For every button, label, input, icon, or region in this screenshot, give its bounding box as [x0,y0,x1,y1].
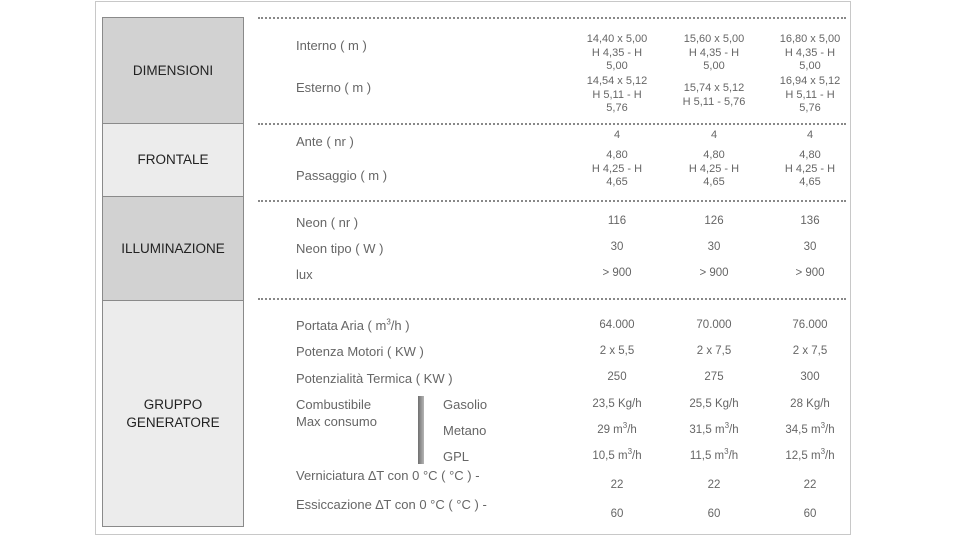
ante-value-3: 4 [806,129,814,141]
portata-value-1: 64.000 [599,319,635,331]
gasolio-value-1: 23,5 Kg/h [592,398,642,410]
metano-value-3 [760,421,860,438]
gpl-label: GPL [443,449,470,464]
passaggio-value-3: 4,80 H 4,25 - H 4,65 [784,149,836,188]
neon-tipo-value-3: 30 [803,241,817,253]
termica-value-1: 250 [607,371,627,383]
termica-value-2: 275 [704,371,724,383]
separator-gruppo [258,298,846,300]
potenza-value-1: 2 x 5,5 [599,345,635,357]
neon-value-2: 126 [704,215,724,227]
metano-value-1-unit: /h [627,424,637,436]
metano-value-3-unit: /h [825,424,835,436]
esterno-value-3: 16,94 x 5,12 H 5,11 - H 5,76 [779,75,841,114]
neon-value-1: 116 [607,215,627,227]
lux-value-1: > 900 [602,267,632,279]
verniciatura-value-3: 22 [803,479,817,491]
gpl-value-2-unit: /h [728,450,739,462]
metano-value-1 [567,421,667,438]
essiccazione-value-1: 60 [610,508,624,520]
separator-frontale [258,123,846,125]
section-illuminazione-label: ILLUMINAZIONE [121,240,225,256]
verniciatura-value-2: 22 [707,479,721,491]
gpl-value-1-unit: /h [632,450,642,462]
gpl-value-3-unit: /h [825,450,835,462]
potenza-value-2: 2 x 7,5 [696,345,732,357]
portata-value-3: 76.000 [792,319,828,331]
metano-value-2-unit: /h [729,424,739,436]
portata-label-post: /h ) [390,318,410,333]
passaggio-label: Passaggio ( m ) [296,168,388,183]
metano-value-2-sup: 3 [724,421,730,431]
essiccazione-value-2: 60 [707,508,721,520]
interno-value-3: 16,80 x 5,00 H 4,35 - H 5,00 [779,33,841,72]
section-frontale [102,123,244,197]
gpl-value-2-sup: 3 [724,447,729,457]
fuel-group-bar [418,396,424,464]
neon-tipo-label: Neon tipo ( W ) [296,241,384,256]
section-dimensioni [102,17,244,124]
neon-label: Neon ( nr ) [296,215,359,230]
termica-value-3: 300 [800,371,820,383]
gpl-value-1-sup: 3 [627,447,633,457]
passaggio-value-2: 4,80 H 4,25 - H 4,65 [688,149,740,188]
gpl-value-3-sup: 3 [820,447,826,457]
max-consumo-label: Max consumo [296,414,377,429]
gasolio-value-2: 25,5 Kg/h [689,398,739,410]
metano-label: Metano [443,423,487,438]
gpl-value-3-num: 12,5 m [785,450,821,462]
gpl-value-2 [664,447,764,464]
interno-value-2: 15,60 x 5,00 H 4,35 - H 5,00 [683,33,745,72]
section-gruppo-generatore [102,300,244,527]
potenza-motori-label: Potenza Motori ( KW ) [296,344,424,359]
potenza-value-3: 2 x 7,5 [792,345,828,357]
interno-value-1: 14,40 x 5,00 H 4,35 - H 5,00 [586,33,648,72]
lux-value-2: > 900 [699,267,729,279]
esterno-value-2: 15,74 x 5,12 H 5,11 - 5,76 [682,82,746,108]
gpl-value-2-num: 11,5 m [689,450,725,462]
section-gruppo-line1: GRUPPO [143,396,203,412]
verniciatura-label: Verniciatura ∆T con 0 °C ( °C ) - [296,468,480,483]
portata-aria-label [296,318,410,334]
ante-value-2: 4 [710,129,718,141]
potenzialita-termica-label: Potenzialità Termica ( KW ) [296,371,453,386]
neon-tipo-value-2: 30 [707,241,721,253]
separator-top [258,17,846,19]
ante-value-1: 4 [613,129,621,141]
combustibile-label: Combustibile [296,397,372,412]
gpl-value-3 [760,447,860,464]
neon-tipo-value-1: 30 [610,241,624,253]
passaggio-value-1: 4,80 H 4,25 - H 4,65 [591,149,643,188]
section-dimensioni-label: DIMENSIONI [132,62,214,78]
metano-value-1-num: 29 m [597,424,623,436]
metano-value-2 [664,421,764,438]
metano-value-2-num: 31,5 m [689,424,725,436]
gasolio-label: Gasolio [443,397,488,412]
metano-value-3-sup: 3 [820,421,826,431]
lux-label: lux [296,267,313,282]
metano-value-1-sup: 3 [622,421,628,431]
lux-value-3: > 900 [795,267,825,279]
section-gruppo-line2: GENERATORE [126,414,220,430]
interno-label: Interno ( m ) [296,38,367,53]
gasolio-value-3: 28 Kg/h [790,398,830,410]
neon-value-3: 136 [800,215,820,227]
gpl-value-1 [567,447,667,464]
portata-value-2: 70.000 [696,319,732,331]
portata-label-pre: Portata Aria ( m [296,318,387,333]
section-frontale-label: FRONTALE [137,152,209,167]
essiccazione-label: Essiccazione ∆T con 0 °C ( °C ) - [296,497,487,512]
essiccazione-value-3: 60 [803,508,817,520]
separator-illuminazione [258,200,846,202]
verniciatura-value-1: 22 [610,479,624,491]
esterno-label: Esterno ( m ) [296,80,372,95]
section-illuminazione [102,196,244,301]
gpl-value-1-num: 10,5 m [592,450,628,462]
portata-label-sup: 3 [386,317,391,327]
section-gruppo-label [126,396,219,432]
metano-value-3-num: 34,5 m [785,424,821,436]
ante-label: Ante ( nr ) [296,134,354,149]
esterno-value-1: 14,54 x 5,12 H 5,11 - H 5,76 [586,75,648,114]
